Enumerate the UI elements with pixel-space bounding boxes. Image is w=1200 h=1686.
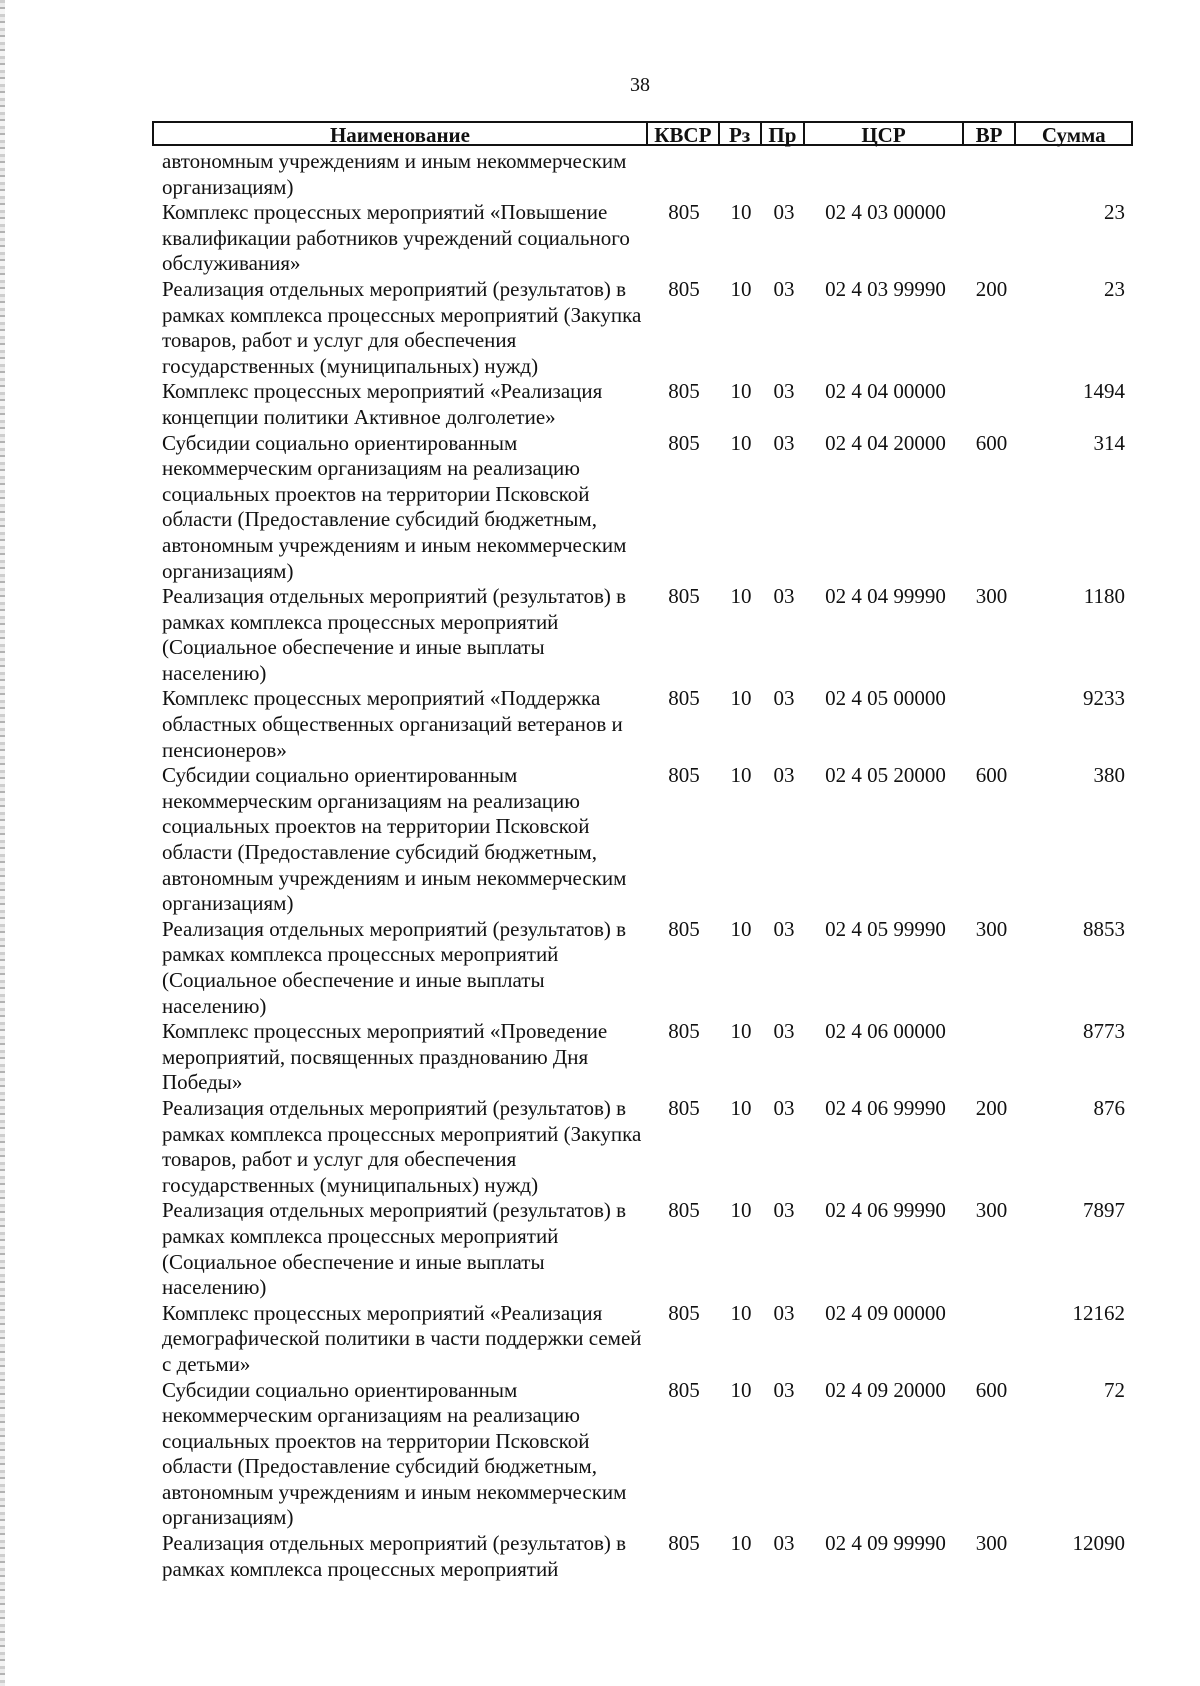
row-rz: 10 (730, 1300, 752, 1325)
header-vr: ВР (964, 123, 1017, 144)
table-row (152, 1531, 1133, 1582)
row-name: Реализация отдельных мероприятий (результатов) в рамках комплекса процессных мероприятий (Социальное обеспечение и иные выплаты населению) (162, 916, 627, 1018)
row-name: Реализация отдельных мероприятий (результатов) в рамках комплекса процессных мероприятий (Закупка товаров, работ и услуг для обеспечения государственных (муниципальных) нужд) (162, 276, 642, 378)
row-vr: 300 (975, 584, 1008, 609)
row-kvsr (648, 149, 720, 200)
row-csr: 02 4 06 00000 (825, 1019, 946, 1044)
row-kvsr: 805 (668, 584, 700, 609)
row-sum: 876 (1093, 1095, 1125, 1120)
row-vr: 600 (975, 430, 1008, 455)
row-sum: 12162 (1072, 1300, 1125, 1325)
row-name: Комплекс процессных мероприятий «Поддержка областных общественных организаций ветеранов и пенсионеров» (162, 686, 623, 762)
row-rz: 10 (730, 1531, 752, 1556)
row-sum: 314 (1093, 430, 1125, 455)
row-pr: 03 (773, 763, 795, 788)
row-sum: 8773 (1083, 1019, 1125, 1044)
header-kvsr: КВСР (648, 123, 720, 144)
row-vr (965, 1301, 1018, 1378)
row-pr: 03 (773, 276, 795, 301)
table-row (152, 1378, 1133, 1532)
row-vr (965, 200, 1018, 277)
row-name: Реализация отдельных мероприятий (результатов) в рамках комплекса процессных мероприятий (162, 1531, 627, 1581)
row-rz: 10 (730, 916, 752, 941)
row-rz: 10 (730, 276, 752, 301)
row-sum: 72 (1104, 1377, 1125, 1402)
row-name: Реализация отдельных мероприятий (результатов) в рамках комплекса процессных мероприятий (Социальное обеспечение и иные выплаты населению) (162, 584, 627, 685)
row-rz: 10 (730, 1019, 752, 1044)
row-pr: 03 (773, 1198, 795, 1223)
row-csr: 02 4 04 00000 (825, 379, 946, 404)
row-kvsr: 805 (668, 1019, 700, 1044)
row-kvsr: 805 (668, 1377, 700, 1402)
row-kvsr: 805 (668, 1198, 700, 1223)
row-pr: 03 (773, 379, 795, 404)
row-vr (965, 379, 1018, 430)
row-pr: 03 (773, 686, 795, 711)
row-csr: 02 4 05 99990 (825, 916, 946, 941)
row-vr (965, 1019, 1018, 1096)
row-name: Реализация отдельных мероприятий (результатов) в рамках комплекса процессных мероприятий (Закупка товаров, работ и услуг для обеспечения государственных (муниципальных) нужд) (162, 1095, 642, 1197)
row-csr: 02 4 03 00000 (825, 200, 946, 225)
row-csr: 02 4 06 99990 (825, 1198, 946, 1223)
row-kvsr: 805 (668, 916, 700, 941)
header-rz: Рз (720, 123, 762, 144)
table-row (152, 200, 1133, 277)
row-name: Комплекс процессных мероприятий «Проведение мероприятий, посвященных празднованию Дня Победы» (162, 1019, 608, 1095)
row-rz: 10 (730, 1377, 752, 1402)
header-csr: ЦСР (805, 123, 963, 144)
header-pr: Пр (762, 123, 806, 144)
header-sum: Сумма (1041, 123, 1106, 147)
row-csr: 02 4 06 99990 (825, 1095, 946, 1120)
row-vr: 300 (975, 1198, 1008, 1223)
row-rz: 10 (730, 686, 752, 711)
table-row (152, 431, 1133, 585)
scan-edge (0, 0, 5, 1686)
row-name: автономным учреждениям и иным некоммерческим организациям) (162, 149, 627, 199)
row-pr: 03 (773, 1377, 795, 1402)
row-name: Субсидии социально ориентированным некоммерческим организациям на реализацию социальных проектов на территории Псковской области (Предоставление субсидий бюджетным, автономным учреждениям и иным некоммерческим организациям) (162, 763, 627, 916)
table-row (152, 763, 1133, 917)
row-vr: 300 (975, 916, 1008, 941)
table-row (152, 1096, 1133, 1198)
row-pr: 03 (773, 584, 795, 609)
row-csr: 02 4 09 00000 (825, 1300, 946, 1325)
table-row (152, 149, 1133, 200)
row-rz: 10 (730, 430, 752, 455)
row-name: Субсидии социально ориентированным некоммерческим организациям на реализацию социальных проектов на территории Псковской области (Предоставление субсидий бюджетным, автономным учреждениям и иным некоммерческим организациям) (162, 430, 627, 583)
row-vr (965, 149, 1018, 200)
row-vr: 600 (975, 1377, 1008, 1402)
row-sum: 380 (1093, 763, 1125, 788)
table-row (152, 1301, 1133, 1378)
row-kvsr: 805 (668, 200, 700, 225)
row-vr (965, 686, 1018, 763)
table-header (152, 121, 1133, 146)
row-name: Комплекс процессных мероприятий «Реализация концепции политики Активное долголетие» (162, 379, 603, 429)
row-csr (806, 149, 965, 200)
row-rz: 10 (730, 379, 752, 404)
row-csr: 02 4 09 99990 (825, 1531, 946, 1556)
header-name: Наименование (154, 123, 648, 144)
row-kvsr: 805 (668, 276, 700, 301)
row-name: Комплекс процессных мероприятий «Реализация демографической политики в части поддержки семей с детьми» (162, 1300, 642, 1376)
table-row (152, 584, 1133, 686)
page-number: 38 (630, 74, 650, 96)
row-kvsr: 805 (668, 430, 700, 455)
row-vr: 600 (975, 763, 1008, 788)
table-row (152, 1198, 1133, 1300)
row-kvsr: 805 (668, 379, 700, 404)
table-row (152, 379, 1133, 430)
row-sum: 1494 (1083, 379, 1125, 404)
row-csr: 02 4 09 20000 (825, 1377, 946, 1402)
row-sum: 12090 (1072, 1531, 1125, 1556)
row-kvsr: 805 (668, 1531, 700, 1556)
row-pr: 03 (773, 1531, 795, 1556)
row-rz: 10 (730, 763, 752, 788)
row-rz: 10 (730, 584, 752, 609)
row-pr: 03 (773, 916, 795, 941)
row-name: Комплекс процессных мероприятий «Повышение квалификации работников учреждений социального обслуживания» (162, 200, 630, 276)
row-csr: 02 4 03 99990 (825, 276, 946, 301)
table-row (152, 917, 1133, 1019)
row-rz: 10 (730, 200, 752, 225)
row-sum: 7897 (1083, 1198, 1125, 1223)
row-pr: 03 (773, 1019, 795, 1044)
table-body (152, 149, 1133, 1582)
row-kvsr: 805 (668, 1300, 700, 1325)
row-sum (1018, 149, 1133, 200)
row-csr: 02 4 05 20000 (825, 763, 946, 788)
row-name: Реализация отдельных мероприятий (результатов) в рамках комплекса процессных мероприятий (Социальное обеспечение и иные выплаты населению) (162, 1198, 627, 1300)
row-vr: 200 (975, 1095, 1008, 1120)
row-pr: 03 (773, 1095, 795, 1120)
row-vr: 300 (975, 1531, 1008, 1556)
row-pr: 03 (773, 1300, 795, 1325)
row-pr: 03 (773, 200, 795, 225)
table-row (152, 277, 1133, 379)
row-pr: 03 (773, 430, 795, 455)
row-sum: 1180 (1083, 584, 1125, 609)
row-sum: 9233 (1083, 686, 1125, 711)
row-pr (762, 149, 806, 200)
row-rz: 10 (730, 1095, 752, 1120)
row-sum: 23 (1104, 200, 1125, 225)
row-vr: 200 (975, 276, 1008, 301)
row-sum: 23 (1104, 276, 1125, 301)
table-row (152, 686, 1133, 763)
row-rz: 10 (730, 1198, 752, 1223)
row-csr: 02 4 05 00000 (825, 686, 946, 711)
row-kvsr: 805 (668, 1095, 700, 1120)
row-csr: 02 4 04 99990 (825, 584, 946, 609)
row-rz (720, 149, 762, 200)
row-csr: 02 4 04 20000 (825, 430, 946, 455)
row-name: Субсидии социально ориентированным некоммерческим организациям на реализацию социальных проектов на территории Псковской области (Предоставление субсидий бюджетным, автономным учреждениям и иным некоммерческим организациям) (162, 1377, 627, 1530)
table-row (152, 1019, 1133, 1096)
row-kvsr: 805 (668, 763, 700, 788)
row-kvsr: 805 (668, 686, 700, 711)
row-sum: 8853 (1083, 916, 1125, 941)
